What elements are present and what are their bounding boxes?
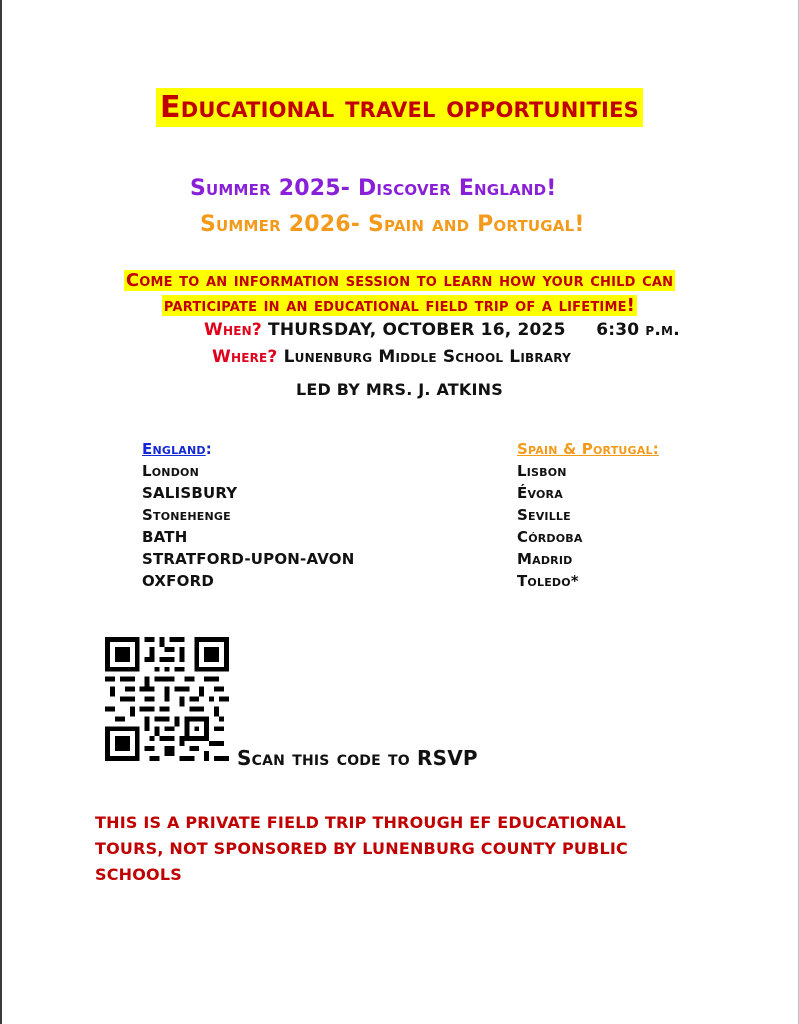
subtitle-spain-portugal: Summer 2026- Spain and Portugal! — [200, 212, 585, 237]
page-title-text: Educational travel opportunities — [156, 88, 643, 127]
list-item: London — [142, 462, 200, 480]
list-item: Toledo* — [517, 572, 579, 590]
event-where — [212, 347, 571, 367]
where-value: Lunenburg Middle School Library — [283, 347, 571, 367]
list-item: BATH — [142, 528, 188, 546]
list-item: OXFORD — [142, 572, 214, 590]
led-by: LED BY MRS. J. ATKINS — [296, 380, 503, 399]
list-item: Madrid — [517, 550, 573, 568]
qr-code-icon[interactable] — [105, 637, 229, 761]
info-line-2 — [0, 295, 799, 316]
event-when — [204, 320, 680, 340]
info-line-2-text: participate in an educational field trip of a lifetime! — [163, 295, 636, 316]
list-item: Stonehenge — [142, 506, 231, 524]
list-item: Córdoba — [517, 528, 583, 546]
info-line-1-text: Come to an information session to learn how your child can — [125, 270, 674, 291]
disclaimer: THIS IS A PRIVATE FIELD TRIP THROUGH EF EDUCATIONAL TOURS, NOT SPONSORED BY LUNENBURG COUNTY PUBLIC SCHOOLS — [95, 813, 628, 884]
list-item: Évora — [517, 484, 563, 502]
spain-portugal-city-list — [517, 460, 659, 592]
subtitle-england: Summer 2025- Discover England! — [190, 176, 557, 201]
page-title — [0, 90, 799, 125]
england-header-colon: : — [205, 440, 212, 458]
list-item: SALISBURY — [142, 484, 238, 502]
list-item: STRATFORD-UPON-AVON — [142, 550, 355, 568]
page-edge-left — [0, 0, 2, 1024]
list-item: Lisbon — [517, 462, 567, 480]
england-column — [142, 438, 355, 592]
england-header — [142, 438, 355, 460]
list-item: Seville — [517, 506, 571, 524]
spain-portugal-column — [517, 438, 659, 592]
spain-portugal-header — [517, 438, 659, 460]
when-value: THURSDAY, OCTOBER 16, 2025 6:30 p.m. — [268, 320, 680, 340]
england-header-text: England — [142, 440, 206, 458]
spain-portugal-header-text: Spain & Portugal: — [517, 440, 659, 458]
rsvp-instruction: Scan this code to RSVP — [237, 746, 478, 770]
info-line-1 — [0, 270, 799, 291]
england-city-list — [142, 460, 355, 592]
where-label: Where? — [212, 347, 278, 367]
when-label: When? — [204, 320, 262, 340]
